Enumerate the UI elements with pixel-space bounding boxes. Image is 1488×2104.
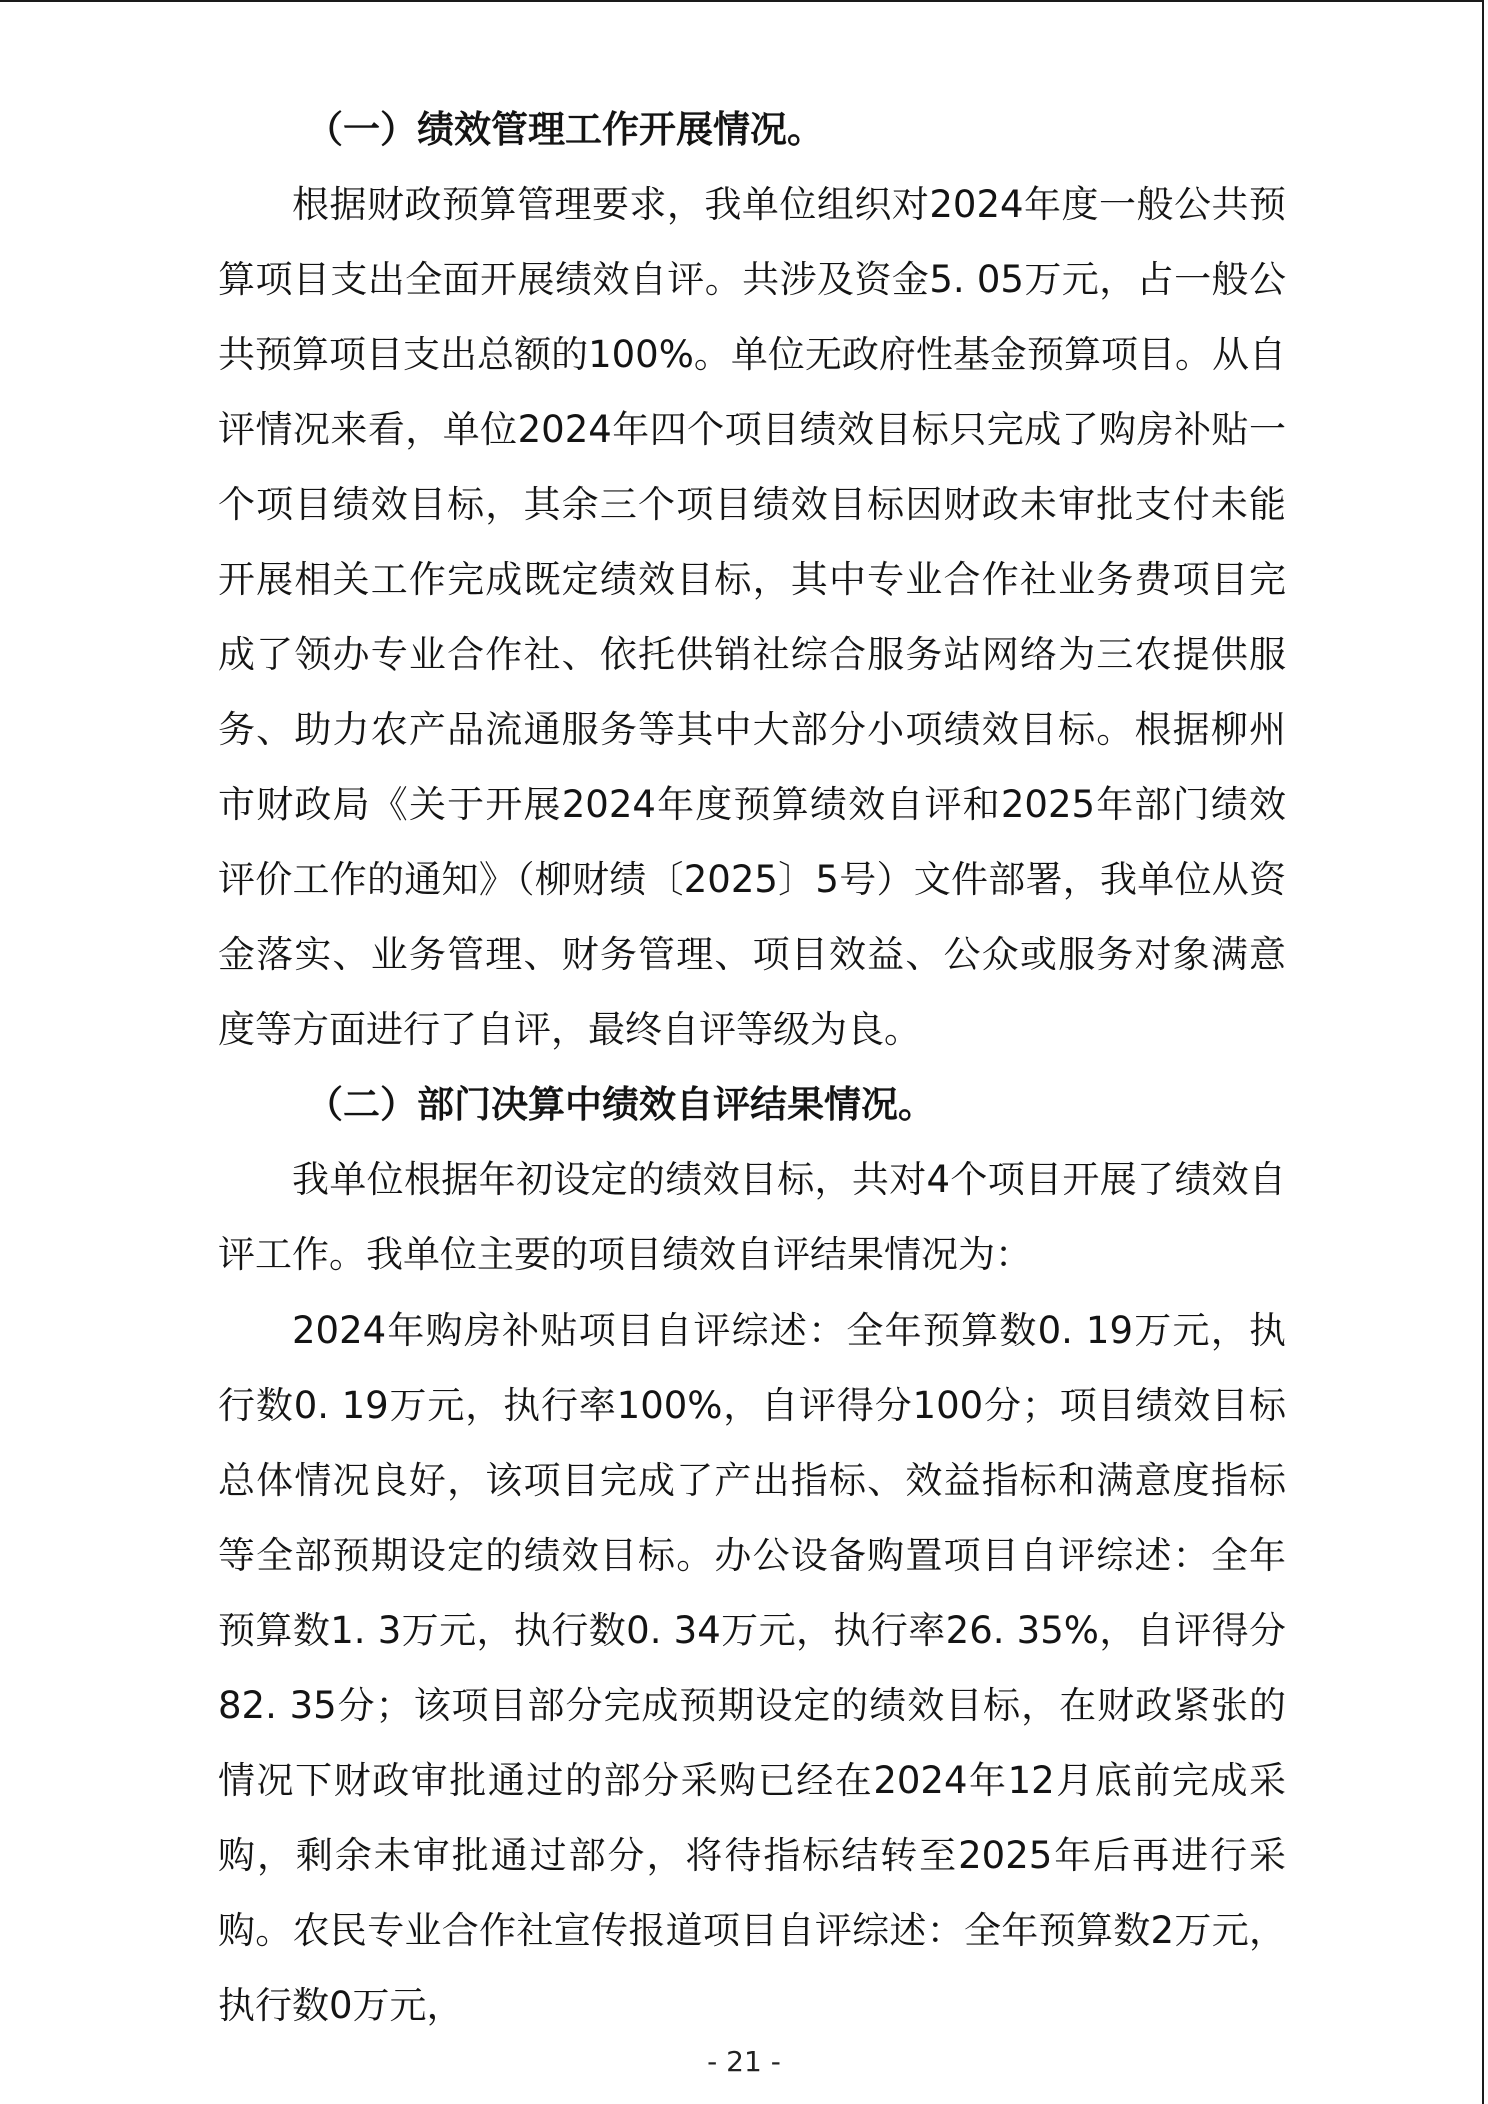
section-heading-performance-management: （一）绩效管理工作开展情况。 bbox=[306, 108, 824, 151]
section-paragraph-self-evaluation-detail: 2024年购房补贴项目自评综述：全年预算数0. 19万元，执行数0. 19万元，执行率100%，自评得分100分；项目绩效目标总体情况良好，该项目完成了产出指标、效益指标和满意度指标等全部预期设定的绩效目标。办公设备购置项目自评综述：全年预算数1. 3万元，执行数0. 34万元，执行率26. 35%，自评得分82. 35分；该项目部分完成预期设定的绩效目标，在财政紧张的情况下财政审批通过的部分采购已经在2024年12月底前完成采购，剩余未审批通过部分，将待指标结转至2025年后再进行采购。农民专业合作社宣传报道项目自评综述：全年预算数2万元，执行数0万元， bbox=[218, 1309, 1286, 2027]
section-heading-self-evaluation-results: （二）部门决算中绩效自评结果情况。 bbox=[306, 1083, 935, 1126]
section-paragraph-self-evaluation-intro: 我单位根据年初设定的绩效目标，共对4个项目开展了绩效自评工作。我单位主要的项目绩效自评结果情况为： bbox=[218, 1158, 1286, 1276]
section-paragraph-performance-management: 根据财政预算管理要求，我单位组织对2024年度一般公共预算项目支出全面开展绩效自评。共涉及资金5. 05万元，占一般公共预算项目支出总额的100%。单位无政府性基金预算项目。从自评情况来看，单位2024年四个项目绩效目标只完成了购房补贴一个项目绩效目标，其余三个项目绩效目标因财政未审批支付未能开展相关工作完成既定绩效目标，其中专业合作社业务费项目完成了领办专业合作社、依托供销社综合服务站网络为三农提供服务、助力农产品流通服务等其中大部分小项绩效目标。根据柳州市财政局《关于开展2024年度预算绩效自评和2025年部门绩效评价工作的通知》（柳财绩〔2025〕5号）文件部署，我单位从资金落实、业务管理、财务管理、项目效益、公众或服务对象满意度等方面进行了自评，最终自评等级为良。 bbox=[218, 183, 1286, 1051]
page-number: - 21 - bbox=[707, 2045, 781, 2078]
